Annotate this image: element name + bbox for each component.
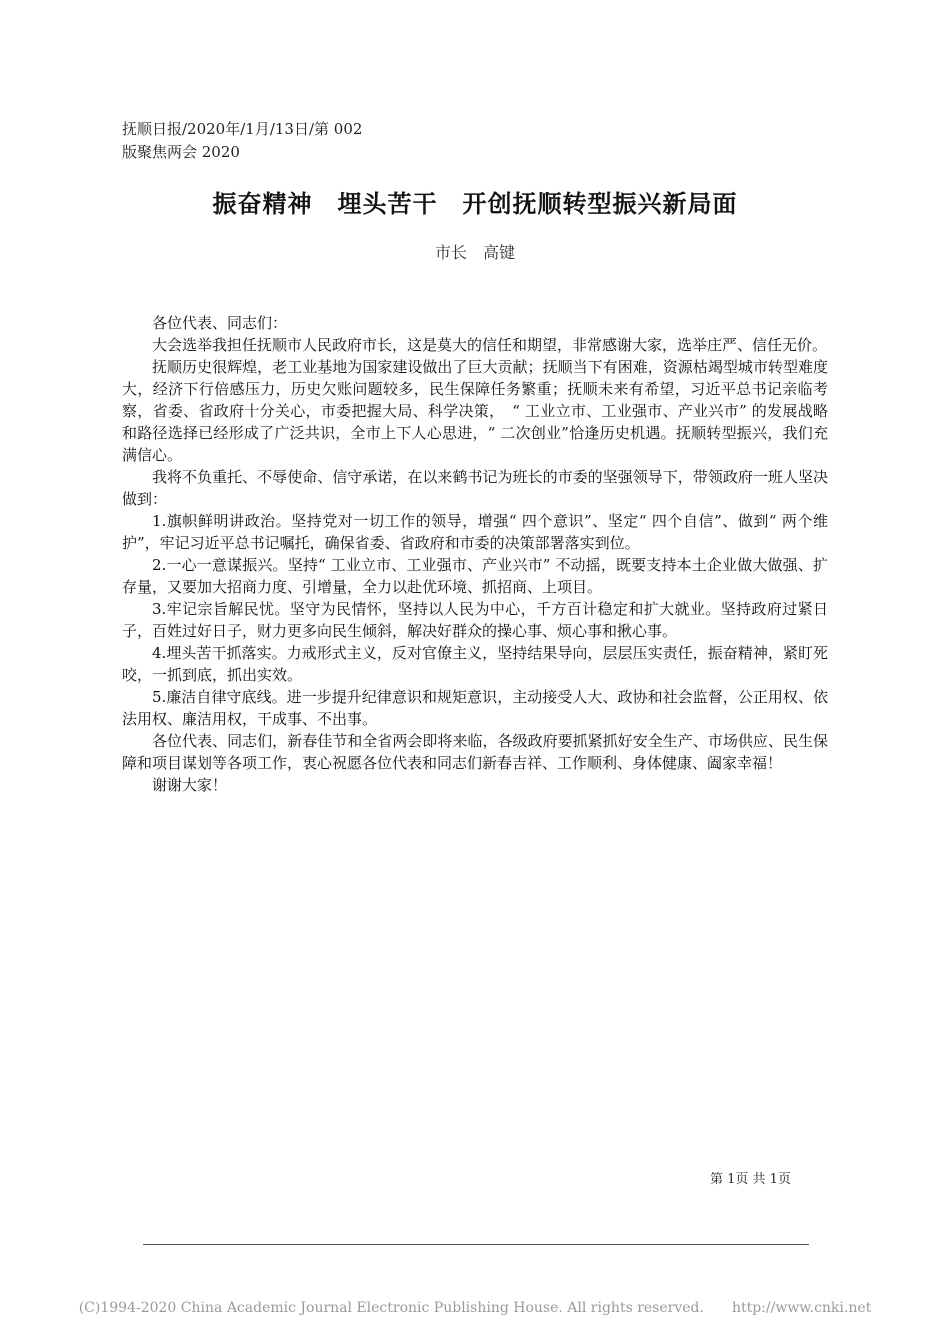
paragraph-item-2: 2.一心一意谋振兴。坚持“ 工业立市、工业强市、产业兴市” 不动摇，既要支持本土企业做大做强、扩存量，又要加大招商力度、引增量，全力以赴优环境、抓招商、上项目。: [122, 556, 828, 596]
paragraph-item-5: 5.廉洁自律守底线。进一步提升纪律意识和规矩意识，主动接受人大、政协和社会监督，公正用权、依法用权、廉洁用权，干成事、不出事。: [122, 688, 828, 728]
paragraph-item-1: 1.旗帜鲜明讲政治。坚持党对一切工作的领导，增强“ 四个意识”、坚定“ 四个自信”、做到“ 两个维护”，牢记习近平总书记嘱托，确保省委、省政府和市委的决策部署落实到位。: [122, 512, 828, 552]
paragraph: 抚顺历史很辉煌，老工业基地为国家建设做出了巨大贡献；抚顺当下有困难，资源枯竭型城市转型难度大，经济下行倍感压力，历史欠账问题较多，民生保障任务繁重；抚顺未来有希望，习近平总书记亲临考察，省委、省政府十分关心，市委把握大局、科学决策， “ 工业立市、工业强市、产业兴市” 的发展战略和路径选择已经形成了广泛共识，全市上下人心思进，“ 二次创业”恰逢历史机遇。抚顺转型振兴，我们充满信心。: [122, 358, 828, 464]
source-citation: [122, 118, 362, 164]
paragraph: 大会选举我担任抚顺市人民政府市长，这是莫大的信任和期望，非常感谢大家，选举庄严、信任无价。: [152, 336, 828, 354]
paragraph-closing: 谢谢大家！: [152, 776, 228, 794]
page-number: 第 1页 共 1页: [710, 1172, 791, 1187]
source-line-2: 版聚焦两会 2020: [122, 143, 240, 161]
paragraph-item-4: 4.埋头苦干抓落实。力戒形式主义，反对官僚主义，坚持结果导向，层层压实责任，振奋精神，紧盯死咬，一抓到底，抓出实效。: [122, 644, 828, 684]
article-body: [122, 312, 828, 796]
source-line-1: 抚顺日报/2020年/1月/13日/第 002: [122, 120, 363, 138]
paragraph-item-3: 3.牢记宗旨解民忧。坚守为民情怀，坚持以人民为中心，千方百计稳定和扩大就业。坚持政府过紧日子，百姓过好日子，财力更多向民生倾斜，解决好群众的操心事、烦心事和揪心事。: [122, 600, 828, 640]
paragraph: 我将不负重托、不辱使命、信守承诺，在以来鹤书记为班长的市委的坚强领导下，带领政府一班人坚决做到：: [122, 468, 828, 508]
article-author: 市长 高键: [434, 243, 515, 262]
paragraph-salutation: 各位代表、同志们：: [152, 314, 288, 332]
footer-divider: [143, 1244, 809, 1245]
article-title: 振奋精神 埋头苦干 开创抚顺转型振兴新局面: [212, 190, 738, 218]
copyright-notice: (C)1994-2020 China Academic Journal Electronic Publishing House. All rights reserved. http://www.cnki.net: [78, 1300, 872, 1316]
paragraph: 各位代表、同志们，新春佳节和全省两会即将来临，各级政府要抓紧抓好安全生产、市场供应、民生保障和项目谋划等各项工作，衷心祝愿各位代表和同志们新春吉祥、工作顺利、身体健康、阖家幸福！: [122, 732, 828, 772]
